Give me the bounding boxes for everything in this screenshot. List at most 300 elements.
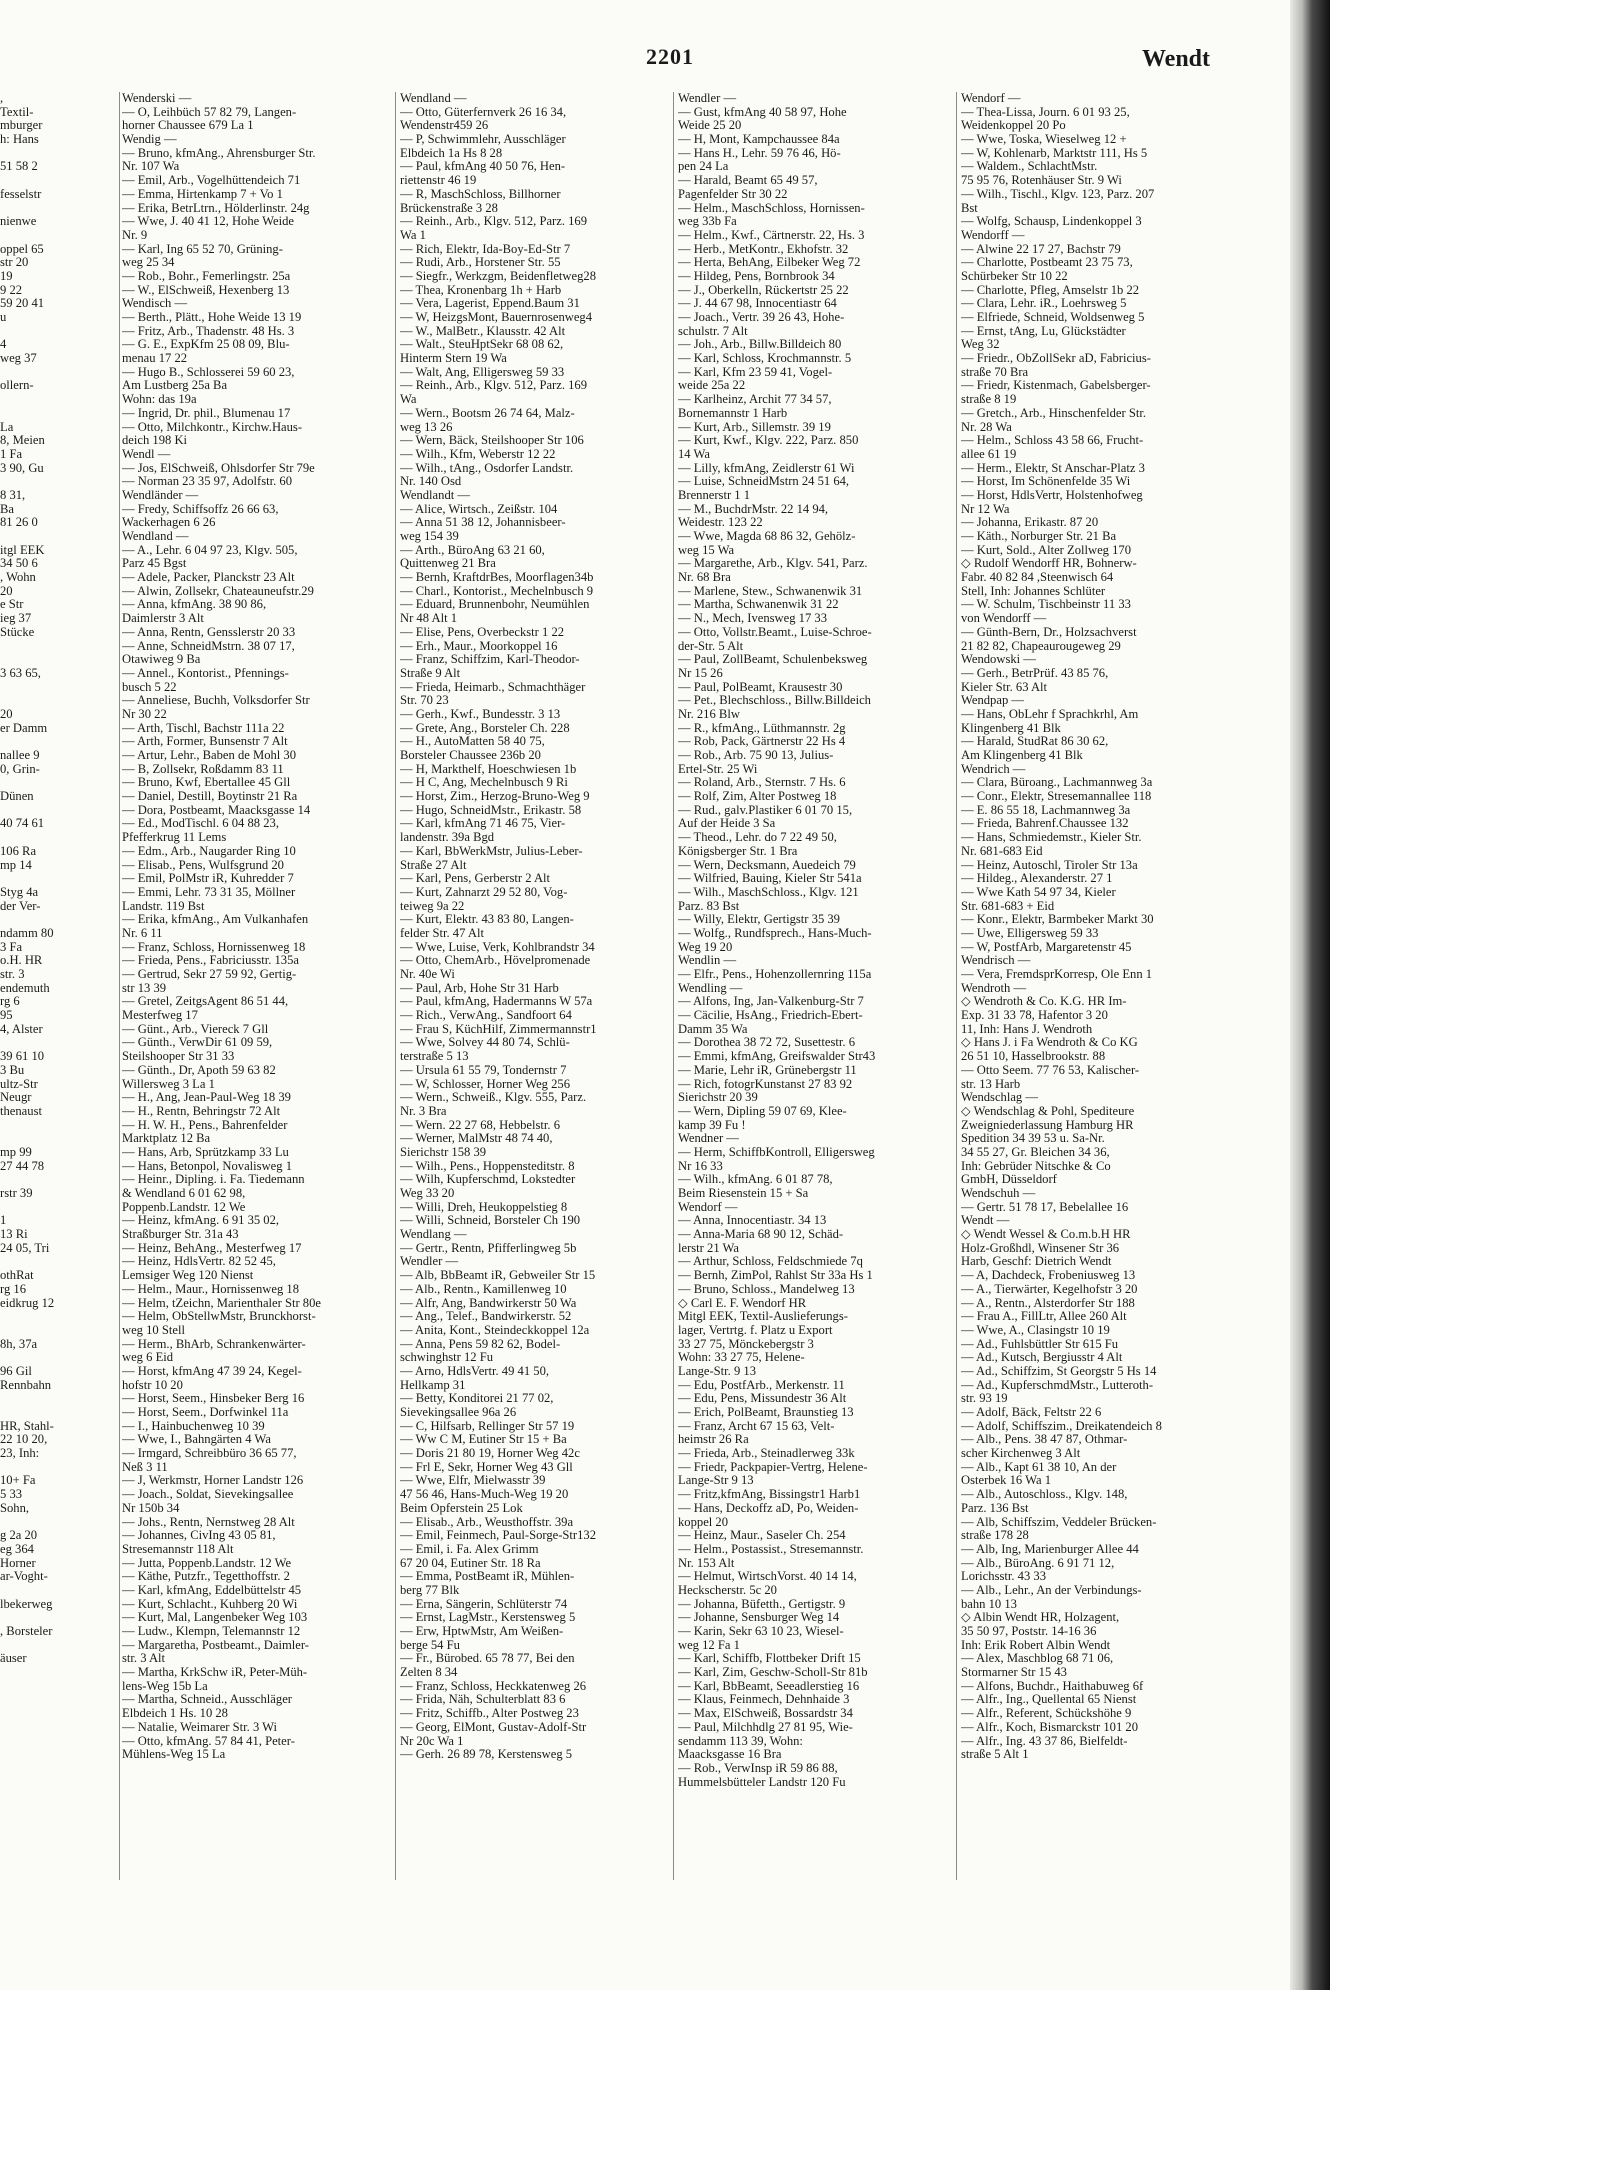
listing-line: str. 93 19	[961, 1391, 1008, 1406]
listing-line: Dünen	[0, 789, 34, 804]
listing-line: — Norman 23 35 97, Adolfstr. 60	[122, 474, 293, 489]
listing-line: mp 14	[0, 857, 32, 872]
listing-line: othRat	[0, 1268, 34, 1283]
page-margin-bottom	[0, 1990, 1330, 2177]
listing-line: — Ernst, LagMstr., Kerstensweg 5	[400, 1610, 576, 1625]
listing-line: — Günth-Bern, Dr., Holzsachverst	[961, 624, 1137, 639]
listing-line: — Horst, Im Schönenfelde 35 Wi	[961, 474, 1131, 489]
listing-line: er Damm	[0, 720, 48, 735]
listing-line: — Alfons, Ing, Jan-Valkenburg-Str 7	[678, 994, 864, 1009]
listing-line: — Pet., Blechschloss., Billw.Billdeich	[678, 693, 871, 708]
listing-line	[0, 1392, 115, 1406]
listing-line: 22 10 20,	[0, 1432, 48, 1447]
listing-line: Sierichstr 20 39	[678, 1090, 758, 1105]
listing-line: — Adele, Packer, Planckstr 23 Alt	[122, 570, 295, 585]
listing-line: Beim Riesenstein 15 + Sa	[678, 1186, 809, 1200]
listing-line: — Joach., Soldat, Sievekingsallee	[122, 1487, 294, 1502]
listing-line: — Wern, Decksmann, Auedeich 79	[678, 857, 856, 872]
listing-line: Straße 27 Alt	[400, 857, 467, 872]
listing-line: — Ad., Kutsch, Bergiusstr 4 Alt	[961, 1350, 1123, 1365]
listing-line	[0, 1406, 115, 1420]
listing-line: weg 33b Fa	[678, 214, 737, 229]
listing-line: — J., Oberkelln, Rückertstr 25 22	[678, 282, 849, 297]
listing-line: Daimlerstr 3 Alt	[122, 611, 204, 626]
listing-line: 21 82 82, Chapeaurougeweg 29	[961, 638, 1121, 653]
listing-line: — Johanna, Büfetth., Gertigstr. 9	[678, 1596, 846, 1611]
listing-line: str 20	[0, 255, 29, 270]
listing-line: — Walt., SteuHptSekr 68 08 62,	[400, 337, 564, 352]
listing-line: — Anne, SchneidMstrn. 38 07 17,	[122, 638, 295, 653]
listing-line: 11, Inh: Hans J. Wendroth	[961, 1021, 1093, 1036]
listing-line: — Doris 21 80 19, Horner Weg 42c	[400, 1446, 580, 1461]
listing-line: von Wendorff —	[961, 611, 1047, 626]
listing-line: fesselstr	[0, 186, 42, 201]
listing-line: — Alb, Schiffszim, Veddeler Brücken-	[961, 1514, 1157, 1529]
listing-line: — Frida, Näh, Schulterblatt 83 6	[400, 1692, 566, 1707]
listing-line: lbekerweg	[0, 1596, 53, 1611]
listing-line: — Erich, PolBeamt, Braunstieg 13	[678, 1405, 854, 1419]
listing-line: — Franz, Schiffzim, Karl-Theodor-	[400, 652, 580, 667]
listing-line: — R, MaschSchloss, Billhorner	[400, 186, 561, 201]
listing-line: — Konr., Elektr, Barmbeker Markt 30	[961, 912, 1154, 927]
listing-line: sendamm 113 39, Wohn:	[678, 1733, 803, 1748]
listing-line: — W. Schulm, Tischbeinstr 11 33	[961, 597, 1131, 612]
listing-line: Wendling —	[678, 980, 743, 995]
listing-line: — Adolf, Bäck, Feltstr 22 6	[961, 1405, 1102, 1419]
listing-line: weg 37	[0, 351, 37, 366]
listing-line: — Horst, HdlsVertr, Holstenhofweg	[961, 487, 1143, 502]
listing-line: — Kurt, Sold., Alter Zollweg 170	[961, 542, 1132, 557]
listing-line: — Hans, Arb, Sprützkamp 33 Lu	[122, 1144, 289, 1159]
listing-line: Mühlens-Weg 15 La	[122, 1747, 226, 1762]
listing-line: deich 198 Ki	[122, 433, 188, 448]
listing-line: g 2a 20	[0, 1528, 38, 1543]
listing-line	[0, 1584, 115, 1598]
listing-line: Auf der Heide 3 Sa	[678, 816, 776, 831]
listing-line: horner Chaussee 679 La 1	[122, 118, 254, 133]
listing-line: Horner	[0, 1555, 36, 1570]
listing-line: — Alice, Wirtsch., Zeißstr. 104	[400, 501, 558, 516]
listing-line: — Karl, Ing 65 52 70, Grüning-	[122, 241, 283, 256]
listing-line: — Rud., galv.Plastiker 6 01 70 15,	[678, 802, 853, 817]
listing-line: — Willi, Dreh, Heukoppelstieg 8	[400, 1199, 568, 1214]
listing-line	[0, 640, 115, 654]
listing-line: Sierichstr 158 39	[400, 1144, 487, 1159]
listing-line	[0, 804, 115, 818]
listing-line: nallee 9	[0, 748, 40, 762]
listing-line: — Emmi, Lehr. 73 31 35, Möllner	[122, 884, 296, 899]
listing-line	[0, 1201, 115, 1215]
listing-line: — Irmgard, Schreibbüro 36 65 77,	[122, 1446, 297, 1461]
listing-line: — Paul, kfmAng 40 50 76, Hen-	[400, 159, 566, 174]
listing-line: 59 20 41	[0, 296, 45, 311]
listing-line: — H, Mont, Kampchaussee 84a	[678, 132, 840, 147]
listing-line: — Paul, Milchhdlg 27 81 95, Wie-	[678, 1719, 853, 1734]
column-rule	[956, 92, 957, 1880]
listing-line: 10+ Fa	[0, 1473, 36, 1488]
listing-line: Hellkamp 31	[400, 1377, 466, 1392]
listing-line	[0, 1310, 115, 1324]
listing-line: Wendlandt —	[400, 487, 470, 502]
listing-line: Fabr. 40 82 84 ,Steenwisch 64	[961, 570, 1114, 585]
listing-line	[0, 735, 115, 749]
listing-line: — Hans, Deckoffz aD, Po, Weiden-	[678, 1500, 859, 1515]
listing-line: — M., BuchdrMstr. 22 14 94,	[678, 501, 829, 516]
listing-line: — Hugo B., Schlosserei 59 60 23,	[122, 364, 295, 379]
listing-line: Styg 4a	[0, 884, 39, 899]
listing-line: — N., Mech, Ivensweg 17 33	[678, 611, 827, 626]
listing-line: — Friedr., ObZollSekr aD, Fabricius-	[961, 351, 1151, 366]
listing-line: 27 44 78	[0, 1158, 45, 1173]
listing-line: — Max, ElSchweiß, Bossardstr 34	[678, 1706, 853, 1721]
listing-line: Nr. 28 Wa	[961, 419, 1012, 434]
listing-line: — Alex, Maschblog 68 71 06,	[961, 1651, 1114, 1666]
listing-line: — Alwine 22 17 27, Bachstr 79	[961, 241, 1121, 256]
listing-line: — Otto Seem. 77 76 53, Kalischer-	[961, 1062, 1140, 1077]
listing-line: — Alfons, Buchdr., Haithabuweg 6f	[961, 1678, 1144, 1693]
listing-line: rg 16	[0, 1281, 27, 1296]
listing-line: Wendrich —	[961, 761, 1026, 776]
listing-line: — Margarethe, Arb., Klgv. 541, Parz.	[678, 556, 868, 571]
listing-line	[0, 1639, 115, 1653]
listing-line: — Emil, PolMstr iR, Kuhredder 7	[122, 871, 294, 886]
listing-line: — Kurt, Zahnarzt 29 52 80, Vog-	[400, 884, 568, 899]
listing-line: — A., Rentn., Alsterdorfer Str 188	[961, 1295, 1135, 1310]
listing-line: — R., kfmAng., Lüthmannstr. 2g	[678, 720, 846, 735]
listing-line: — Helm., Schloss 43 58 66, Frucht-	[961, 433, 1144, 448]
listing-line: 33 27 75, Mönckebergstr 3	[678, 1336, 814, 1351]
listing-line: berg 77 Blk	[400, 1582, 460, 1597]
listing-line: Weidenkoppel 20 Po	[961, 118, 1066, 133]
listing-line: — Karlheinz, Archit 77 34 57,	[678, 392, 832, 407]
listing-line: Harb, Geschf: Dietrich Wendt	[961, 1254, 1112, 1269]
listing-line: — Clara, Büroang., Lachmannweg 3a	[961, 775, 1153, 790]
listing-line: — Luise, SchneidMstrn 24 51 64,	[678, 474, 850, 489]
listing-line	[0, 1611, 115, 1625]
listing-line: — Thea, Kronenbarg 1h + Harb	[400, 282, 562, 297]
listing-line: — Marlene, Stew., Schwanenwik 31	[678, 583, 863, 598]
listing-line: Heckscherstr. 5c 20	[678, 1582, 777, 1597]
listing-line: — Reinh., Arb., Klgv. 512, Parz. 169	[400, 378, 588, 393]
listing-line	[0, 1461, 115, 1475]
listing-line: Nr 150b 34	[122, 1500, 180, 1515]
listing-line: — Hildeg., Alexanderstr. 27 1	[961, 871, 1113, 886]
listing-line: allee 61 19	[961, 446, 1017, 461]
listing-line: — Grete, Ang., Borsteler Ch. 228	[400, 720, 570, 735]
listing-line: — Helm., Postassist., Stresemannstr.	[678, 1541, 864, 1556]
listing-line: weg 13 26	[400, 419, 453, 434]
listing-line: — Elfriede, Schneid, Woldsenweg 5	[961, 310, 1145, 324]
listing-line: , Wohn	[0, 570, 36, 585]
listing-line: — W, Schlosser, Horner Weg 256	[400, 1076, 570, 1091]
listing-line: — Alfr., Ing. 43 37 86, Bielfeldt-	[961, 1733, 1128, 1748]
listing-line: Elbdeich 1a Hs 8 28	[400, 145, 503, 160]
listing-line: ◇ Rudolf Wendorff HR, Bohnerw-	[961, 556, 1137, 571]
listing-line: Stücke	[0, 624, 35, 639]
listing-line: riettenstr 46 19	[400, 173, 477, 188]
listing-line: — Gerh. 26 89 78, Kerstensweg 5	[400, 1747, 573, 1762]
listing-line: — I., Hainbuchenweg 10 39	[122, 1418, 265, 1433]
listing-line: Stormarner Str 15 43	[961, 1665, 1067, 1680]
listing-line: 39 61 10	[0, 1049, 45, 1064]
listing-line	[0, 1132, 115, 1146]
listing-line: — Rob., Arb. 75 90 13, Julius-	[678, 748, 834, 762]
listing-line: — Harald, StudRat 86 30 62,	[961, 734, 1109, 749]
listing-line: — Heinr., Dipling. i. Fa. Tiedemann	[122, 1172, 305, 1187]
listing-line: ◇ Wendt Wessel & Co.m.b.H HR	[961, 1227, 1131, 1242]
listing-line: — Annel., Kontorist., Pfennings-	[122, 665, 289, 680]
listing-line: str. 3 Alt	[122, 1651, 166, 1666]
listing-line: Nr. 3 Bra	[400, 1103, 447, 1118]
listing-line: Lemsiger Weg 120 Nienst	[122, 1268, 254, 1283]
listing-line	[0, 530, 115, 544]
listing-line: Wendl —	[122, 446, 171, 461]
listing-line: — Helm, ObStellwMstr, Brunckhorst-	[122, 1309, 316, 1324]
listing-line	[0, 325, 115, 339]
listing-line: — Kurt, Mal, Langenbeker Weg 103	[122, 1610, 308, 1625]
listing-line: — Günt., Arb., Viereck 7 Gll	[122, 1021, 269, 1036]
listing-line: menau 17 22	[122, 351, 188, 366]
listing-line: — Karl, kfmAng 71 46 75, Vier-	[400, 816, 566, 831]
listing-line: e Str	[0, 597, 24, 612]
listing-line: — Werner, MalMstr 48 74 40,	[400, 1131, 553, 1146]
listing-line: — Rob., Bohr., Femerlingstr. 25a	[122, 268, 291, 283]
listing-line: — Alb., Rentn., Kamillenweg 10	[400, 1281, 567, 1296]
listing-line	[0, 913, 115, 927]
listing-line: Am Lustberg 25a Ba	[122, 378, 228, 393]
listing-line: ◇ Wendroth & Co. K.G. HR Im-	[961, 994, 1127, 1009]
listing-line: — Erika, BetrLtrn., Hölderlinstr. 24g	[122, 200, 310, 215]
listing-line: — Karl, kfmAng, Eddelbüttelstr 45	[122, 1582, 302, 1597]
listing-line: 14 Wa	[678, 446, 710, 461]
listing-line: — Paul, kfmAng, Hadermanns W 57a	[400, 994, 593, 1009]
listing-line: ultz-Str	[0, 1076, 38, 1091]
listing-line: Nr. 140 Osd	[400, 474, 462, 489]
listing-line: — Hans H., Lehr. 59 76 46, Hö-	[678, 145, 841, 160]
listing-line: — Emil, Arb., Vogelhüttendeich 71	[122, 173, 301, 188]
listing-line: — Ad., KupferschmdMstr., Lutteroth-	[961, 1377, 1154, 1392]
listing-line: — Hans, ObLehr f Sprachkrhl, Am	[961, 706, 1139, 721]
listing-line: rg 6	[0, 994, 20, 1009]
listing-line: — J, Werkmstr, Horner Landstr 126	[122, 1473, 304, 1488]
listing-line: Steilshooper Str 31 33	[122, 1049, 235, 1064]
listing-line: — Joach., Vertr. 39 26 43, Hohe-	[678, 310, 845, 324]
listing-line: — Rich, Elektr, Ida-Boy-Ed-Str 7	[400, 241, 571, 256]
listing-line: Poppenb.Landstr. 12 We	[122, 1199, 246, 1214]
listing-line: Quittenweg 21 Bra	[400, 556, 496, 571]
listing-line: — Frau A., FillLtr, Allee 260 Alt	[961, 1309, 1127, 1324]
listing-line: Otawiweg 9 Ba	[122, 652, 201, 667]
listing-line: — Wilh., kfmAng. 6 01 87 78,	[678, 1172, 833, 1187]
listing-line: bahn 10 13	[961, 1596, 1017, 1611]
listing-line: — Erh., Maur., Moorkoppel 16	[400, 638, 558, 653]
listing-line: Neugr	[0, 1090, 32, 1105]
listing-line: weg 154 39	[400, 529, 459, 543]
listing-line: pen 24 La	[678, 159, 729, 174]
listing-line: ◇ Wendschlag & Pohl, Spediteure	[961, 1103, 1135, 1118]
listing-line: — Wilfried, Bauing, Kieler Str 541a	[678, 871, 862, 886]
listing-line: — Clara, Lehr. iR., Loehrsweg 5	[961, 296, 1127, 311]
listing-line: — Margaretha, Postbeamt., Daimler-	[122, 1637, 309, 1652]
listing-line: — Kurt, Kwf., Klgv. 222, Parz. 850	[678, 433, 859, 448]
listing-line: — Fritz, Arb., Thadenstr. 48 Hs. 3	[122, 323, 295, 338]
listing-line: ollern-	[0, 378, 34, 393]
listing-line: — Franz, Schloss, Heckkatenweg 26	[400, 1678, 587, 1693]
listing-line: — Herb., MetKontr., Ekhofstr. 32	[678, 241, 849, 256]
listing-line: Stresemannstr 118 Alt	[122, 1541, 234, 1556]
listing-line: Nr 30 22	[122, 706, 167, 721]
listing-line: 106 Ra	[0, 843, 37, 858]
listing-line: — Lilly, kfmAng, Zeidlerstr 61 Wi	[678, 460, 855, 475]
listing-line: — W, Kohlenarb, Marktstr 111, Hs 5	[961, 145, 1148, 160]
listing-line: — P, Schwimmlehr, Ausschläger	[400, 132, 566, 147]
listing-line: o.H. HR	[0, 953, 43, 968]
listing-line: Pfefferkrug 11 Lems	[122, 830, 227, 845]
listing-line: 5 33	[0, 1487, 23, 1502]
listing-line: terstraße 5 13	[400, 1049, 469, 1064]
listing-line: Wendland —	[122, 529, 189, 543]
listing-line: Lorichsstr. 43 33	[961, 1569, 1047, 1584]
listing-line: — Helm., MaschSchloss, Hornissen-	[678, 200, 865, 215]
listing-line: — Arth, Tischl, Bachstr 111a 22	[122, 720, 285, 735]
listing-line	[0, 1516, 115, 1530]
listing-line: — Hans, Betonpol, Novalisweg 1	[122, 1158, 292, 1173]
listing-line: Willersweg 3 La 1	[122, 1076, 215, 1091]
listing-line: Exp. 31 33 78, Hafentor 3 20	[961, 1008, 1108, 1023]
listing-line: — Frieda, Bahrenf.Chaussee 132	[961, 816, 1129, 831]
listing-line: — Elise, Pens, Overbeckstr 1 22	[400, 624, 565, 639]
listing-column-4	[961, 92, 1206, 1762]
listing-line: berge 54 Fu	[400, 1637, 460, 1652]
listing-line: 19	[0, 268, 13, 283]
listing-line: — Erw, HptwMstr, Am Weißen-	[400, 1624, 564, 1638]
listing-line: 26 51 10, Hasselbrookstr. 88	[961, 1049, 1106, 1064]
listing-line: — Karl, BbWerkMstr, Julius-Leber-	[400, 843, 583, 858]
listing-line: Inh: Erik Robert Albin Wendt	[961, 1637, 1111, 1652]
listing-line: — Jutta, Poppenb.Landstr. 12 We	[122, 1555, 292, 1570]
listing-line: — Wwe, I., Bahngärten 4 Wa	[122, 1432, 271, 1447]
listing-line: — Wwe, Elfr, Mielwasstr 39	[400, 1473, 546, 1488]
listing-line: 35 50 97, Poststr. 14-16 36	[961, 1624, 1097, 1638]
left-page-fragment-column	[0, 92, 115, 1666]
listing-line: — Thea-Lissa, Journ. 6 01 93 25,	[961, 104, 1130, 119]
listing-line: — Otto, Güterfernverk 26 16 34,	[400, 104, 567, 119]
listing-line: — Rob, Pack, Gärtnerstr 22 Hs 4	[678, 734, 846, 749]
listing-line: — Horst, Zim., Herzog-Bruno-Weg 9	[400, 789, 590, 804]
listing-line: — B, Zollsekr, Roßdamm 83 11	[122, 761, 284, 776]
listing-line: — Friedr, Kistenmach, Gabelsberger-	[961, 378, 1151, 393]
listing-line: — Erna, Sängerin, Schlüterstr 74	[400, 1596, 568, 1611]
listing-line: 34 50 6	[0, 556, 38, 571]
listing-line: Nr. 107 Wa	[122, 159, 180, 174]
listing-line	[0, 681, 115, 695]
listing-line: 1	[0, 1213, 7, 1228]
listing-line: Lange-Str. 9 13	[678, 1363, 756, 1378]
listing-line: Wendler —	[400, 1254, 459, 1269]
listing-line: — Bruno, Schloss., Mandelweg 13	[678, 1281, 855, 1296]
listing-line: — Frieda, Heimarb., Schmachthäger	[400, 679, 586, 694]
book-binding-edge	[1290, 0, 1330, 1990]
listing-line: Nr 15 26	[678, 665, 723, 680]
listing-line: — Karl, BbBeamt, Seeadlerstieg 16	[678, 1678, 860, 1693]
column-rule	[395, 92, 396, 1880]
listing-line: — Gertr. 51 78 17, Bebelallee 16	[961, 1199, 1129, 1214]
listing-line: — Roland, Arb., Sternstr. 7 Hs. 6	[678, 775, 846, 790]
listing-line: Königsberger Str. 1 Bra	[678, 843, 798, 858]
listing-line	[0, 1173, 115, 1187]
listing-line: Ertel-Str. 25 Wi	[678, 761, 758, 776]
listing-line: — Bernh, ZimPol, Rahlst Str 33a Hs 1	[678, 1268, 873, 1283]
listing-line: — Rich., VerwAng., Sandfoort 64	[400, 1008, 572, 1023]
listing-line: — Käthe, Putzfr., Tegetthoffstr. 2	[122, 1569, 290, 1584]
listing-line: 0, Grin-	[0, 761, 40, 776]
listing-line: — Helm, tZeichn, Marienthaler Str 80e	[122, 1295, 321, 1310]
listing-line: Wendorf —	[678, 1199, 738, 1214]
listing-line: & Wendland 6 01 62 98,	[122, 1186, 246, 1200]
listing-line: Nr 20c Wa 1	[400, 1733, 464, 1748]
listing-line: — Alfr., Ing., Quellental 65 Nienst	[961, 1692, 1137, 1707]
listing-line: — Elisab., Arb., Weusthoffstr. 39a	[400, 1514, 574, 1529]
listing-line: — Wwe, Solvey 44 80 74, Schlü-	[400, 1035, 570, 1050]
listing-line: — Alb, BbBeamt iR, Gebweiler Str 15	[400, 1268, 596, 1283]
listing-line: — Rolf, Zim, Alter Postweg 18	[678, 789, 837, 804]
listing-line: — Hildeg, Pens, Bornbrook 34	[678, 268, 835, 283]
column-rule	[119, 92, 120, 1880]
listing-line: — Charlotte, Postbeamt 23 75 73,	[961, 255, 1133, 270]
listing-line: — W., ElSchweiß, Hexenberg 13	[122, 282, 290, 297]
listing-line: weg 25 34	[122, 255, 175, 270]
listing-line: weg 12 Fa 1	[678, 1637, 740, 1652]
listing-line: — G. E., ExpKfm 25 08 09, Blu-	[122, 337, 290, 352]
listing-column-3	[678, 92, 952, 1789]
listing-line: — Gretel, ZeitgsAgent 86 51 44,	[122, 994, 289, 1009]
listing-line: — Horst, Seem., Dorfwinkel 11a	[122, 1405, 289, 1419]
listing-line	[0, 174, 115, 188]
listing-line: La	[0, 419, 14, 434]
listing-line: — Wolfg, Schausp, Lindenkoppel 3	[961, 214, 1142, 229]
listing-line: — W, PostfArb, Margaretenstr 45	[961, 939, 1132, 954]
listing-line: ◇ Albin Wendt HR, Holzagent,	[961, 1610, 1120, 1625]
listing-line: — Otto, ChemArb., Hövelpromenade	[400, 953, 591, 968]
listing-line: str. 3	[0, 967, 25, 981]
listing-line: ar-Voght-	[0, 1569, 48, 1584]
listing-line: Brückenstraße 3 28	[400, 200, 498, 215]
listing-line: — Franz, Archt 67 15 63, Velt-	[678, 1418, 835, 1433]
listing-column-1	[122, 92, 390, 1762]
listing-line: — Herm., BhArb, Schrankenwärter-	[122, 1336, 306, 1351]
listing-line: Mitgl EEK, Textil-Auslieferungs-	[678, 1309, 848, 1324]
listing-line: — Willi, Schneid, Borsteler Ch 190	[400, 1213, 581, 1228]
listing-line: — A., Tierwärter, Kegelhofstr 3 20	[961, 1281, 1138, 1296]
listing-line: — Conr., Elektr, Stresemannallee 118	[961, 789, 1152, 804]
listing-line: — Ad., Fuhlsbüttler Str 615 Fu	[961, 1336, 1119, 1351]
listing-line: Damm 35 Wa	[678, 1021, 748, 1036]
listing-line: — Heinz, HdlsVertr. 82 52 45,	[122, 1254, 276, 1269]
listing-line: — Joh., Arb., Billw.Billdeich 80	[678, 337, 842, 352]
listing-line: — Reinh., Arb., Klgv. 512, Parz. 169	[400, 214, 588, 229]
listing-line: — Elisab., Pens, Wulfsgrund 20	[122, 857, 284, 872]
listing-line: — A, Dachdeck, Frobeniusweg 13	[961, 1268, 1136, 1283]
listing-line: — Karl, Schiffb, Flottbeker Drift 15	[678, 1651, 861, 1666]
listing-line: Am Klingenberg 41 Blk	[961, 748, 1083, 762]
listing-line: GmbH, Düsseldorf	[961, 1172, 1057, 1187]
listing-line	[0, 1255, 115, 1269]
listing-line	[0, 776, 115, 790]
listing-line: Nr 48 Alt 1	[400, 611, 458, 626]
listing-line: — H., Rentn, Behringstr 72 Alt	[122, 1103, 281, 1118]
listing-line: Maacksgasse 16 Bra	[678, 1747, 782, 1762]
listing-line	[0, 147, 115, 161]
